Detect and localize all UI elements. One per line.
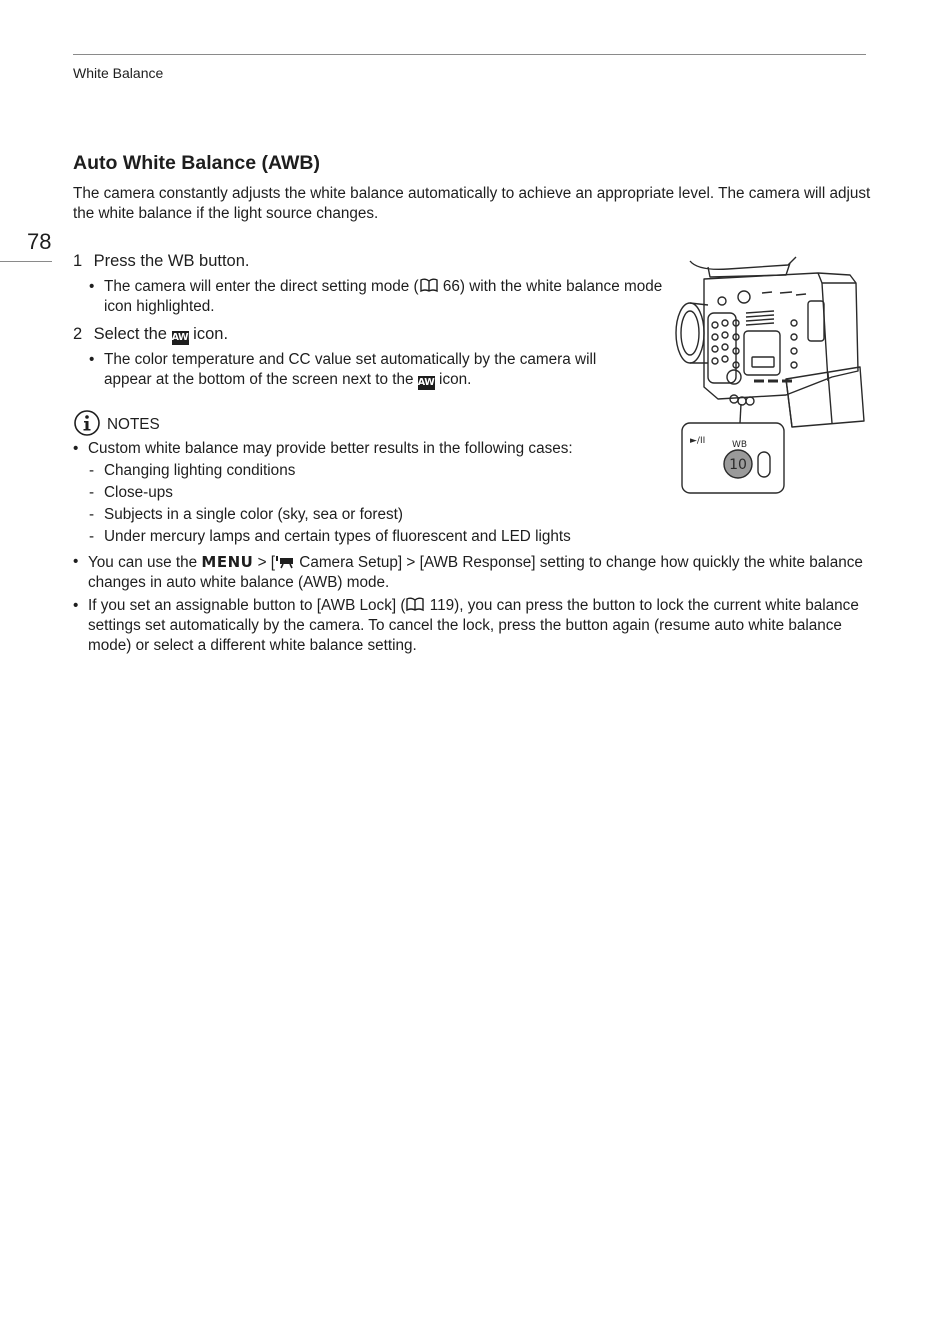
step-1-bullet-text-a: The camera will enter the direct setting mode ( (104, 278, 419, 295)
step-2-text-a: Select the (93, 325, 167, 343)
note-subitem-text: Subjects in a single color (sky, sea or forest) (104, 506, 403, 523)
awb-icon: AWB (417, 377, 441, 388)
header-rule (73, 54, 866, 55)
running-header: White Balance (73, 65, 164, 81)
page-number-rule (0, 261, 52, 262)
step-1-number: 1 (73, 252, 83, 270)
step-2-bullet-text-a: The color temperature and CC value set automatically by the camera will appear at the bottom of the screen next to the (104, 351, 597, 388)
wb-button-number: 10 (729, 457, 747, 473)
note-item-3 (73, 596, 863, 656)
note-subitem-text: Close-ups (104, 484, 173, 501)
side-button (758, 452, 770, 477)
note-item-2 (73, 552, 863, 593)
menu-label: MENU (201, 553, 254, 571)
awb-icon: AWB (171, 332, 195, 343)
note-item-2-text-b: > [ (257, 554, 276, 571)
bullet-dot: • (89, 278, 95, 295)
note-item-2-text-a: You can use the (88, 554, 198, 571)
step-2-bullet-text-b: icon. (439, 371, 472, 388)
bullet-dot: • (89, 351, 95, 368)
page-number: 78 (27, 229, 52, 254)
note-subitem-text: Under mercury lamps and certain types of fluorescent and LED lights (104, 528, 571, 545)
note-item-3-text-b: ), you can press the button to lock the current white balance settings set automatically by the camera. To cancel the lock, press the button again (resume auto white balance mode) or select a different white balance setting. (88, 597, 859, 654)
info-icon (73, 410, 103, 438)
step-1-bullet (89, 277, 664, 317)
step-1-bullet-text-b: ) with the white balance mode icon highlighted. (104, 278, 663, 315)
book-icon (405, 597, 425, 612)
bullet-dot: • (73, 597, 79, 614)
section-title: Auto White Balance (AWB) (73, 152, 320, 174)
camera-illustration (668, 253, 868, 498)
note-item-2-text-c: Camera Setup] > [AWB Response] setting to change how quickly the white balance changes in auto white balance (AWB) mode. (88, 554, 863, 591)
step-2-text-b: icon. (193, 325, 229, 343)
page-reference[interactable]: 66 (442, 278, 460, 295)
camera-setup-icon (275, 555, 295, 569)
step-1-text: Press the WB button. (93, 252, 250, 270)
note-item-3-text-a: If you set an assignable button to [AWB Lock] ( (88, 597, 406, 614)
step-2-number: 2 (73, 325, 83, 343)
notes-label: NOTES (107, 416, 160, 433)
wb-label: WB (732, 440, 748, 450)
book-icon (419, 278, 439, 293)
step-2 (73, 325, 228, 345)
page-reference[interactable]: 119 (429, 597, 455, 614)
bullet-dot: • (73, 553, 79, 570)
intro-paragraph: The camera constantly adjusts the white balance automatically to achieve an appropriate level. The camera will adjust the white balance if the light source changes. (73, 185, 871, 222)
note-item-1-text: Custom white balance may provide better results in the following cases: (88, 440, 573, 457)
step-2-bullet (89, 350, 644, 390)
bullet-dot: • (73, 440, 79, 457)
play-pause-label: ►/II (690, 436, 706, 446)
note-subitem-text: Changing lighting conditions (104, 462, 296, 479)
step-1 (73, 252, 250, 271)
